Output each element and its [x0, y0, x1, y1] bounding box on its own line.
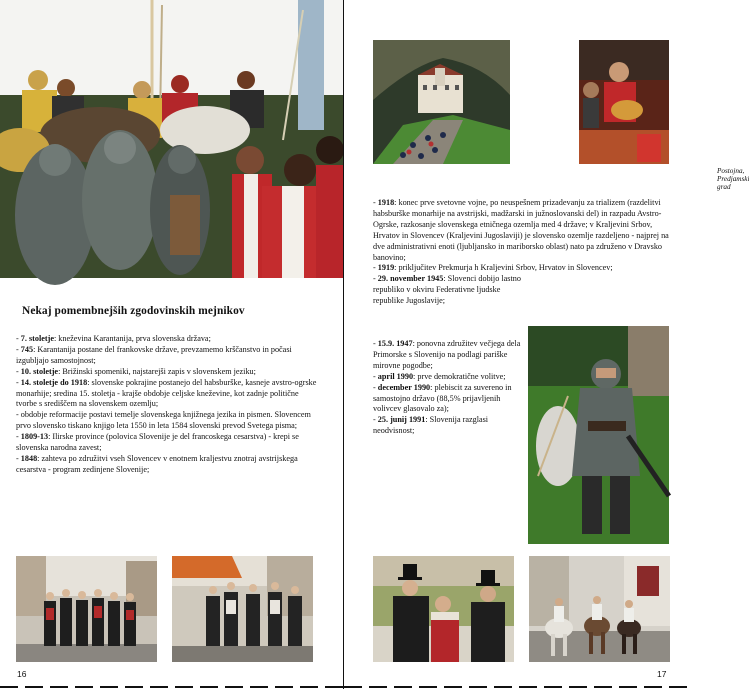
- milestone-item: - 1809-13: Ilirske province (polovica Slovenije je del francoskega cesarstva) - krepi se slovenska narodna zavest;: [16, 432, 299, 453]
- milestone-item: - 1848: zahteva po združitvi vseh Slovencev v enotnem kraljestvu znotraj avstrijskega cesarstva - program zedinjene Slovenije;: [16, 453, 298, 474]
- milestone-item: - 14. stoletje do 1918: slovenske pokrajine postanejo del habsburške, kasneje avstro-ogrske monarhije; sredina 15. stoletja - krajše obdobje celjske kneževine, kot zadnje politične tvorbe s središčem na slovenskem ozemlju;: [16, 377, 317, 409]
- folk-costume-street-photo: [172, 556, 313, 662]
- musician-performer-photo: [579, 40, 669, 164]
- milestone-item: - 10. stoletje: Brižinski spomeniki, najstarejši zapis v slovenskem jeziku;: [16, 366, 256, 376]
- bottom-dash-border-left: [0, 684, 343, 689]
- predjama-castle-photo: [373, 40, 510, 164]
- photo-caption: Postojna, Predjamski grad: [717, 167, 749, 191]
- top-hat-performers-photo: [373, 556, 514, 662]
- page-number-right: 17: [657, 669, 667, 679]
- chainmail-knight-photo: [528, 326, 669, 544]
- milestone-item: - april 1990: prve demokratične volitve;: [373, 371, 506, 381]
- milestone-item: - 15.9. 1947: ponovna združitev večjega dela Primorske s Slovenijo na podlagi pariške mirovne pogodbe;: [373, 339, 521, 370]
- milestone-item: - 1919: priključitev Prekmurja h Kraljevini Srbov, Hrvatov in Slovencev;: [373, 263, 613, 273]
- milestone-item: - 745: Karantanija postane del frankovske države, prevzamemo krščanstvo in počasi izgubljajo samostojnost;: [16, 344, 292, 365]
- right-milestones-list-narrow: [373, 339, 521, 437]
- milestone-item: - obdobje reformacije postavi temelje slovenskega knjižnega jezika in pismen. Slovencem prvo slovensko tiskano knjigo leta 1550 in leta 1584 slovenski prevod Svetega pisma;: [16, 410, 311, 431]
- right-page: [344, 0, 749, 689]
- milestone-item: - 1918: konec prve svetovne vojne, po neuspešnem prizadevanju za trializem (razdelitvi habsburške monarhije na avstrijski, madžarski in južnoslovanski del) in razpadu Avstro-Ogrske, razkosanje slovenskega etničnega ozemlja med 4 države; v Kraljevini Srbov, Hrvatov in Slovencev (Kraljevini Jugoslaviji) je slovensko ozemlje razdeljeno - najprej na dve administrativni enoti (ljubljansko in mariborsko oblast) nato pa združeno v Dravsko banovino;: [373, 198, 669, 262]
- folk-costume-group-photo: [16, 556, 157, 662]
- milestones-heading: Nekaj pomembnejših zgodovinskih mejnikov: [22, 305, 245, 317]
- milestone-item: - 25. junij 1991: Slovenija razglasi neodvisnost;: [373, 415, 489, 436]
- left-milestones-list: [16, 334, 321, 476]
- milestone-item: - 29. november 1945: Slovenci dobijo lastno republiko v okviru Federativne ljudske republike Jugoslavije;: [373, 274, 521, 306]
- medieval-knights-photo: [0, 0, 343, 278]
- milestone-item: - december 1990: plebiscit za suvereno in samostojno državo (88,5% prijavljenih volivcev glasovalo za);: [373, 382, 512, 414]
- bottom-dash-border-right: [344, 684, 687, 689]
- horse-riders-street-photo: [529, 556, 670, 662]
- page-number-left: 16: [17, 669, 27, 679]
- milestone-item: - 7. stoletje: kneževina Karantanija, prva slovenska država;: [16, 334, 211, 343]
- right-milestones-list: [373, 198, 675, 307]
- left-page: [0, 0, 343, 689]
